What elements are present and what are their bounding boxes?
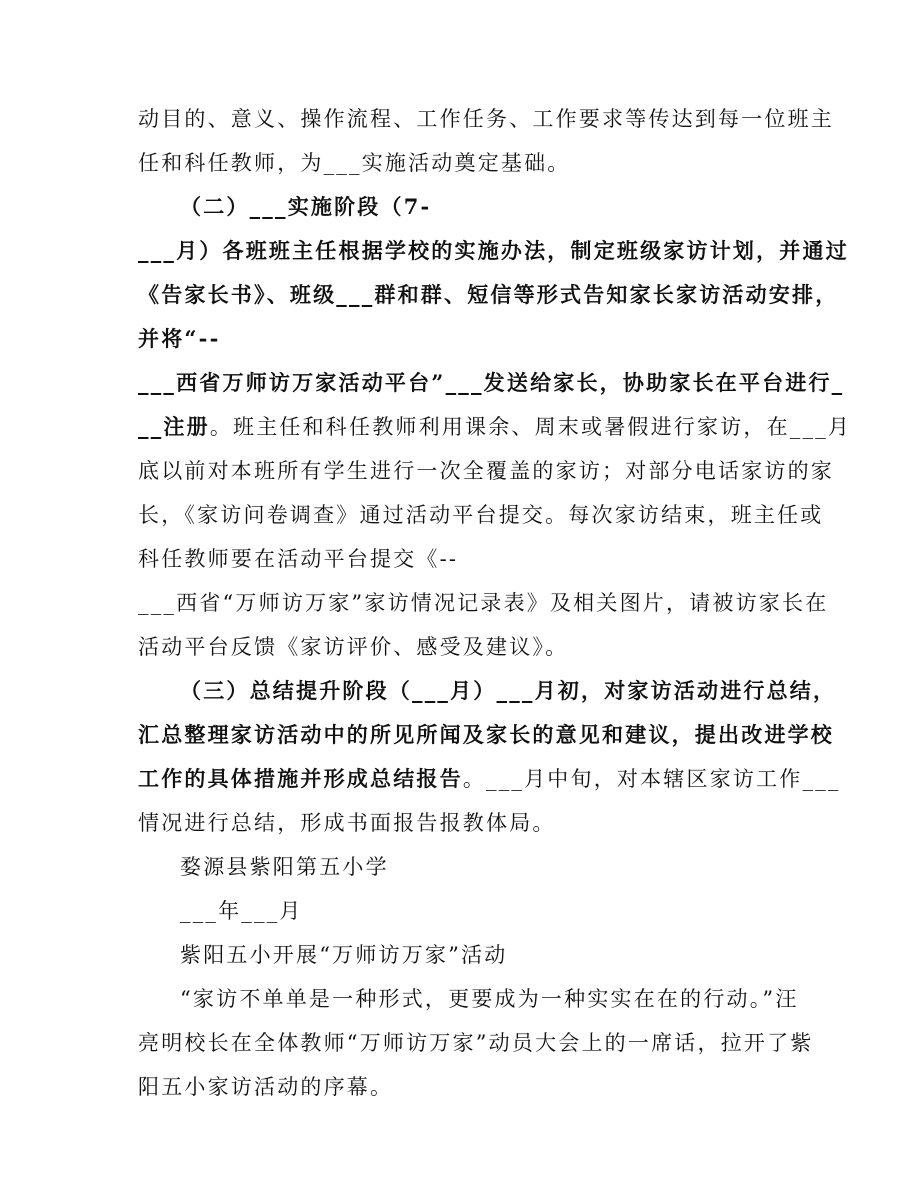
body-line: ___西省“万师访万家”家访情况记录表》及相关图片，请被访家长在 xyxy=(138,591,829,615)
bold-fragment: 工作的具体措施并形成总结报告 xyxy=(138,766,463,791)
body-line: “家访不单单是一种形式，更要成为一种实实在在的行动。”汪 xyxy=(180,987,799,1011)
school-name: 婺源县紫阳第五小学 xyxy=(180,855,389,879)
bold-fragment: __注册 xyxy=(138,414,210,439)
body-line-bold: ___西省万师访万家活动平台”___发送给家长，协助家长在平台进行_ xyxy=(138,370,845,395)
body-line-mixed xyxy=(138,764,841,794)
body-line-bold: ___月）各班班主任根据学校的实施办法，制定班级家访计划，并通过 xyxy=(138,238,849,263)
normal-fragment: 。___月中旬，对本辖区家访工作___ xyxy=(462,767,841,791)
body-line: 阳五小家访活动的序幕。 xyxy=(138,1075,394,1099)
body-line: 活动平台反馈《家访评价、感受及建议》。 xyxy=(138,635,569,659)
body-line: 情况进行总结，形成书面报告报教体局。 xyxy=(138,811,556,835)
body-line: 底以前对本班所有学生进行一次全覆盖的家访；对部分电话家访的家 xyxy=(138,459,834,483)
body-line: 长，《家访问卷调查》通过活动平台提交。每次家访结束，班主任或 xyxy=(138,503,824,527)
body-line: 亮明校长在全体教师“万师访万家”动员大会上的一席话，拉开了紫 xyxy=(138,1031,814,1055)
body-line-bold: 并将“-- xyxy=(138,326,221,351)
section-heading-3: （三）总结提升阶段（___月）___月初，对家访活动进行总结， xyxy=(180,678,837,703)
body-line: 动目的、意义、操作流程、工作任务、工作要求等传达到每一位班主 xyxy=(138,107,834,131)
article-title: 紫阳五小开展“万师访万家”活动 xyxy=(180,943,508,967)
body-line-bold: 汇总整理家访活动中的所见所闻及家长的意见和建议，提出改进学校 xyxy=(138,722,834,747)
body-line: 任和科任教师，为___实施活动奠定基础。 xyxy=(138,151,571,175)
section-heading-2: （二）___实施阶段（7- xyxy=(180,194,432,219)
body-line: 科任教师要在活动平台提交《-- xyxy=(138,547,459,571)
body-line-bold: 《告家长书》、班级___群和群、短信等形式告知家长家访活动安排， xyxy=(138,282,839,307)
normal-fragment: 。班主任和科任教师利用课余、周末或暑假进行家访，在___月 xyxy=(209,415,852,439)
date-line: ___年___月 xyxy=(180,899,303,923)
body-line-mixed xyxy=(138,412,851,442)
